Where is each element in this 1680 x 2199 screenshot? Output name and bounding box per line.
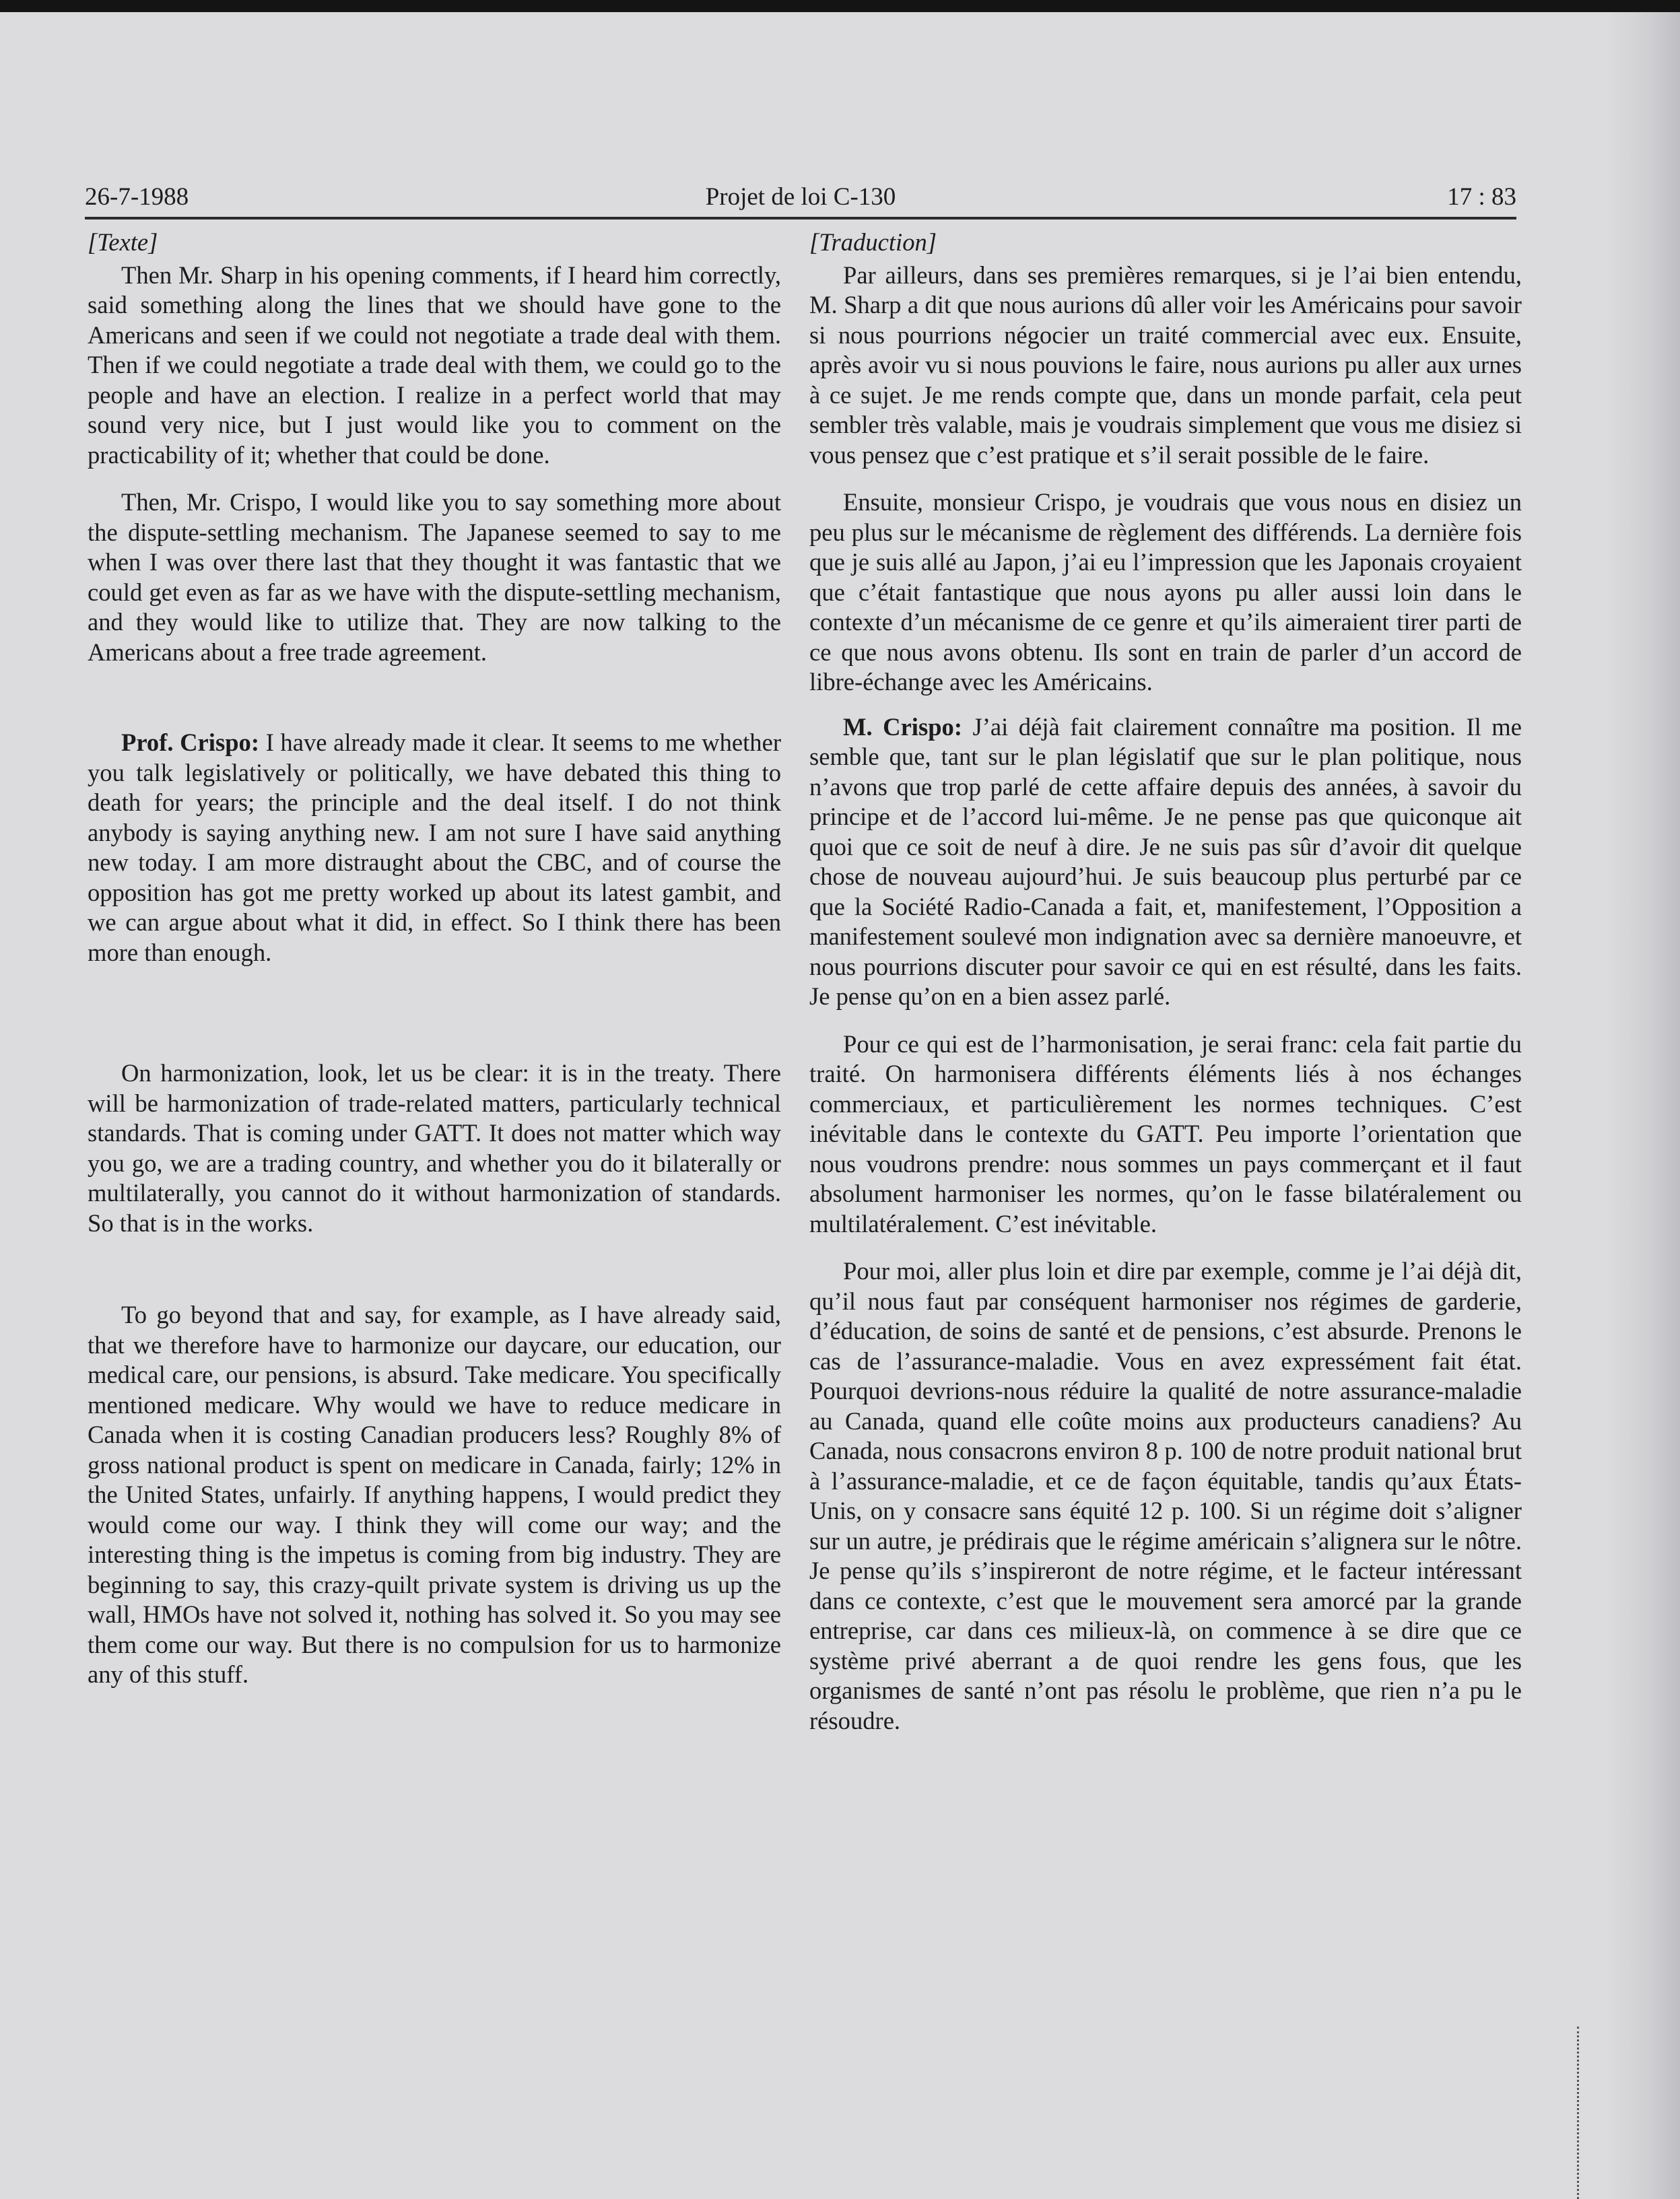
header-date: 26-7-1988: [85, 183, 189, 211]
speaker-name: M. Crispo:: [843, 712, 963, 741]
french-paragraph: Pour moi, aller plus loin et dire par exemple, comme je l’ai déjà dit, qu’il nous faut par conséquent harmoniser nos régimes de garderie, d’éducation, de soins de santé et de pensions, c’est absurde. Prenons le cas de l’assurance-maladie. Vous en avez expressément fait état. Pourquoi devrions-nous réduire la qualité de notre assurance-maladie au Canada, quand elle coûte moins aux producteurs canadiens? Au Canada, nous consacrons environ 8 p. 100 de notre produit national brut à l’assurance-maladie, et ce de façon équitable, tandis qu’aux États-Unis, on y consacre sans équité 12 p. 100. Si un régime doit s’aligner sur un autre, je prédirais que le régime américain s’alignera sur le nôtre. Je pense qu’ils s’inspireront de notre régime, et le facteur intéressant dans ce contexte, c’est que le mouvement sera amorcé par la grande entreprise, car dans ces milieux-là, on commence à se dire que ce système privé aberrant a de quoi rendre les gens fous, que les organismes de santé n’ont pas résolu le problème, que rien n’a pu le résoudre.: [809, 1257, 1522, 1734]
french-paragraph: Pour ce qui est de l’harmonisation, je serai franc: cela fait partie du traité. On harmonisera différents éléments liés à nos échanges commerciaux, et particulièrement les normes techniques. C’est inévitable dans le contexte du GATT. Peu importe l’orientation que nous voudrons prendre: nous sommes un pays commerçant et il faut absolument harmoniser les normes, qu’on le fasse bilatéralement ou multilatéralement. C’est inévitable.: [809, 1029, 1522, 1238]
english-paragraph: Then Mr. Sharp in his opening comments, if I heard him correctly, said something along the lines that we should have gone to the Americans and seen if we could not negotiate a trade deal with them. Then if we could negotiate a trade deal with them, we could go to the people and have an election. I realize in a perfect world that may sound very nice, but I just would like you to comment on the practicability of it; whether that could be done.: [88, 261, 781, 469]
scan-top-edge: [0, 0, 1680, 12]
crop-mark: [1577, 2027, 1580, 2199]
english-label: [Texte]: [88, 228, 158, 256]
french-paragraph: Ensuite, monsieur Crispo, je voudrais que vous nous en disiez un peu plus sur le mécanisme de règlement des différends. La dernière fois que je suis allé au Japon, j’ai eu l’impression que les Japonais croyaient que c’était fantastique que nous ayons pu aller aussi loin dans le contexte d’un mécanisme de ce genre et qu’ils aimeraient tirer parti de ce que nous avons obtenu. Ils sont en train de parler d’un accord de libre-échange avec les Américains.: [809, 488, 1522, 696]
header-title: Projet de loi C-130: [705, 183, 896, 211]
english-paragraph: To go beyond that and say, for example, as I have already said, that we therefore have to harmonize our daycare, our education, our medical care, our pensions, is absurd. Take medicare. You specifically mentioned medicare. Why would we have to reduce medicare in Canada when it is costing Canadian producers less? Roughly 8% of gross national product is spent on medicare in Canada, fairly; 12% in the United States, unfairly. If anything happens, I would predict they would come our way. I think they will come our way; and the interesting thing is the impetus is coming from big industry. They are beginning to say, this crazy-quilt private system is driving us up the wall, HMOs have not solved it, nothing has solved it. So you may see them come our way. But there is no compulsion for us to harmonize any of this stuff.: [88, 1301, 781, 1688]
english-column: [88, 228, 781, 1690]
speaker-text: J’ai déjà fait clairement connaître ma position. Il me semble que, tant sur le plan législatif que sur le plan politique, nous n’avons que trop parlé de cette affaire depuis des années, à savoir du principe et de l’accord lui-même. Je ne pense pas que quiconque ait quoi que ce soit de neuf à dire. Je ne suis pas sûr d’avoir dit quelque chose de nouveau aujourd’hui. Je suis beaucoup plus perturbé par ce que la Société Radio-Canada a fait, et, manifestement, l’Opposition a manifestement soulevé mon indignation avec sa dernière manoeuvre, et nous pourrions discuter pour savoir ce qui en est résulté, dans les faits. Je pense qu’on en a bien assez parlé.: [809, 712, 1522, 1010]
scan-page-edge: [1606, 12, 1680, 2199]
french-column: [809, 228, 1522, 1736]
english-paragraph: Then, Mr. Crispo, I would like you to say something more about the dispute-settling mechanism. The Japanese seemed to say to me when I was over there last that they thought it was fantastic that we could get even as far as we have with the dispute-settling mechanism, and they would like to utilize that. They are now talking to the Americans about a free trade agreement.: [88, 488, 781, 666]
page-header: [85, 176, 1516, 219]
speaker-name: Prof. Crispo:: [121, 729, 260, 756]
french-paragraph: [809, 712, 1522, 1012]
english-paragraph: [88, 728, 781, 968]
french-label: [Traduction]: [809, 228, 937, 256]
header-page-number: 17 : 83: [1447, 183, 1516, 211]
speaker-text: I have already made it clear. It seems to me whether you talk legislatively or politically, we have debated this thing to death for years; the principle and the deal itself. I do not think anybody is saying anything new. I am not sure I have said anything new today. I am more distraught about the CBC, and of course the opposition has got me pretty worked up about its latest gambit, and we can argue about what it did, in effect. So I think there has been more than enough.: [88, 729, 781, 966]
english-paragraph: On harmonization, look, let us be clear: it is in the treaty. There will be harmonization of trade-related matters, particularly technical standards. That is coming under GATT. It does not matter which way you go, we are a trading country, and whether you do it bilaterally or multilaterally, you cannot do it without harmonization of standards. So that is in the works.: [88, 1059, 781, 1237]
french-paragraph: Par ailleurs, dans ses premières remarques, si je l’ai bien entendu, M. Sharp a dit que nous aurions dû aller voir les Américains pour savoir si nous pourrions négocier un traité commercial avec eux. Ensuite, après avoir vu si nous pouvions le faire, nous aurions pu aller aux urnes à ce sujet. Je me rends compte que, dans un monde parfait, cela peut sembler très valable, mais je voudrais simplement que vous me disiez si vous pensez que c’est pratique et s’il serait possible de le faire.: [809, 261, 1522, 469]
